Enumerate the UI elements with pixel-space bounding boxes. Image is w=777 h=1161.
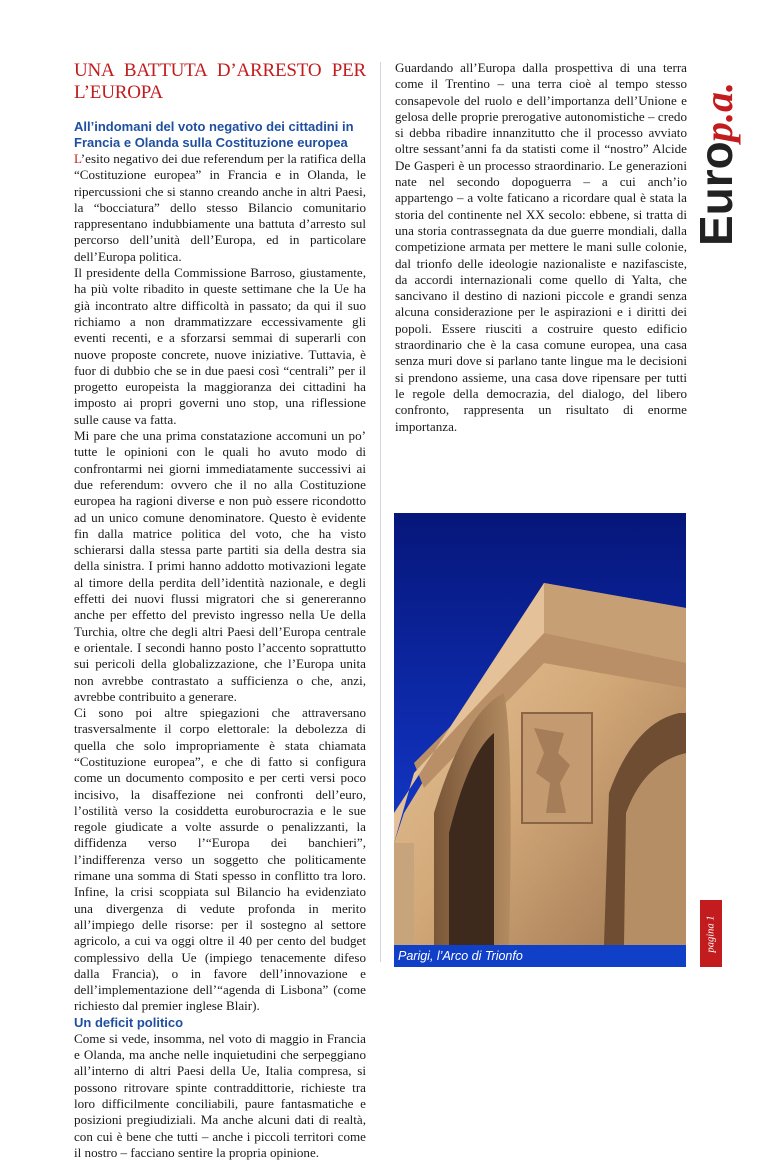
closing-paragraph: Guardando all’Europa dalla prospettiva di una terra come il Trentino – una terra cioè al tempo stesso consapevole del ruolo e dell’importanza dell’Unione e gelosa delle proprie prerogative autonomistiche – credo si debba ribadire innanzitutto che il processo avviato oltre sessant’anni fa da statisti come il “nostro” Alcide De Gasperi è un processo straordinario. Le generazioni nate nel secondo dopoguerra – a cui anch’io appartengo – a volte faticano a ricordare qual è stata la storia del continente nel XX secolo: ebbene, si tratta di una storia contrassegnata da due guerre mondiali, dalla competizione armata per mettere le mani sulle colonie, dal trionfo delle ideologie nazionaliste e nazifasciste, da accordi internazionali come quello di Yalta, che sancivano il destino di nazioni piccole e grandi senza alcuna considerazione per le aspirazioni e i diritti dei popoli. Essere riusciti a costruire questo edificio straordinario che è la casa comune europea, una casa senza muri dove si parlano tante lingue ma le decisioni si prendono assieme, una casa dove ripensare per tutti le regole della democrazia, del dialogo, del libero confronto, rappresenta un risultato di enorme importanza. [395, 60, 687, 434]
article-column-right [395, 60, 687, 435]
intro-text: ’esito negativo dei due referendum per la ratifica della “Costituzione europea” in Francia e in Olanda, le ripercussioni che si stanno creando anche in altri Paesi, la “bocciatura” dello stesso Bilancio comunitario rappresentano indubbiamente una battuta d’arresto sul percorso dell’unità dell’Europa, ed in particolare dell’Europa politica. [74, 151, 366, 264]
column-divider [380, 62, 381, 962]
europa-logo [692, 48, 752, 248]
body-paragraph: Ci sono poi altre spiegazioni che attraversano trasversalmente il corpo elettorale: la debolezza di quella che solo impropriamente è stata chiamata “Costituzione europea”, e che di fatto si configura come un documento composito e per certi versi poco incisivo, la disaffezione nei confronti dell’euro, l’ostilità verso la cosiddetta euroburocrazia e le sue regole giudicate a volte assurde o penalizzanti, la diffidenza verso l’“Europa dei banchieri”, l’indifferenza verso un soggetto che politicamente rimane una somma di Stati spesso in conflitto tra loro. Infine, la crisi scoppiata sul Bilancio ha evidenziato una divergenza di vedute profonda in merito all’impiego delle risorse: per il sostegno al settore agricolo, a cui va oggi oltre il 40 per cento del budget complessivo della Ue (impiego tenacemente difeso dalla Francia), o in favore dell’innovazione e dell’implementazione dell’“agenda di Lisbona” (come richiesto dal premier inglese Blair). [74, 705, 366, 1014]
intro-paragraph [74, 151, 366, 265]
article-subhead: All’indomani del voto negativo dei cittadini in Francia e Olanda sulla Costituzione europea [74, 119, 354, 150]
section-subhead: Un deficit politico [74, 1014, 184, 1030]
logo-text-euro: Euro [690, 141, 742, 246]
article-title: UNA BATTUTA D’ARRESTO PER L’EUROPA [74, 60, 366, 103]
europa-logo-mark [692, 48, 752, 248]
dropcap: L [74, 151, 81, 166]
article-column-left [74, 60, 366, 1161]
body-paragraph: Mi pare che una prima constatazione accomuni un po’ tutte le opinioni con le quali ho avuto modo di confrontarmi nei giorni immediatamente successivi ai due referendum: ovvero che il no alla Costituzione europea ha ragioni diverse e non può essere ricondotto ad un unico comune denominatore. Questo è evidente fin dalla matrice politica del voto, che ha visto schierarsi dalla stessa parte partiti sia della destra sia della sinistra. I primi hanno addotto motivazioni legate al timore della perdita dell’identità nazionale, e degli effetti dei nuovi flussi migratori che si genereranno anche per effetto del previsto ingresso nella Ue della Turchia, oltre che degli altri Paesi dell’Europa centrale e orientale. I secondi hanno posto l’accento soprattutto sui pericoli della globalizzazione, che l’Europa unita non avrebbe contrastato a sufficienza o che, anzi, avrebbe contribuito a generare. [74, 428, 366, 704]
body-paragraph: Il presidente della Commissione Barroso, giustamente, ha più volte ribadito in queste settimane che la Ue ha già incontrato altre difficoltà in passato; da qui il suo richiamo a non drammatizzare eccessivamente gli eventi recenti, e a sforzarsi semmai di superarli con nuove proposte concrete, nuove iniziative. Tuttavia, è fuor di dubbio che se in due paesi così “centrali” per il progetto europeista la maggioranza dei cittadini ha imposto ai propri governi uno stop, una riflessione sulle cause va fatta. [74, 265, 366, 427]
body-paragraph-continued: Come si vede, insomma, nel voto di maggio in Francia e Olanda, ma anche nelle inquietudini che serpeggiano all’interno di altri Paesi della Ue, Italia compresa, si possono ritrovare spinte contraddittorie, richieste tra loro difficilmente conciliabili, paure fantasmatiche e posizioni pregiudiziali. Ma anche alcuni dati di realtà, con cui è bene che tutti – anche i piccoli territori come il nostro – facciano sentire la propria opinione. [74, 1030, 366, 1160]
logo-text-pa: p.a. [696, 82, 741, 142]
page-number-tab [700, 900, 722, 967]
arc-illustration [394, 513, 686, 945]
arc-de-triomphe-photo [394, 513, 686, 945]
page-number: pagina 1 [705, 914, 717, 953]
photo-caption: Parigi, l’Arco di Trionfo [394, 945, 686, 967]
